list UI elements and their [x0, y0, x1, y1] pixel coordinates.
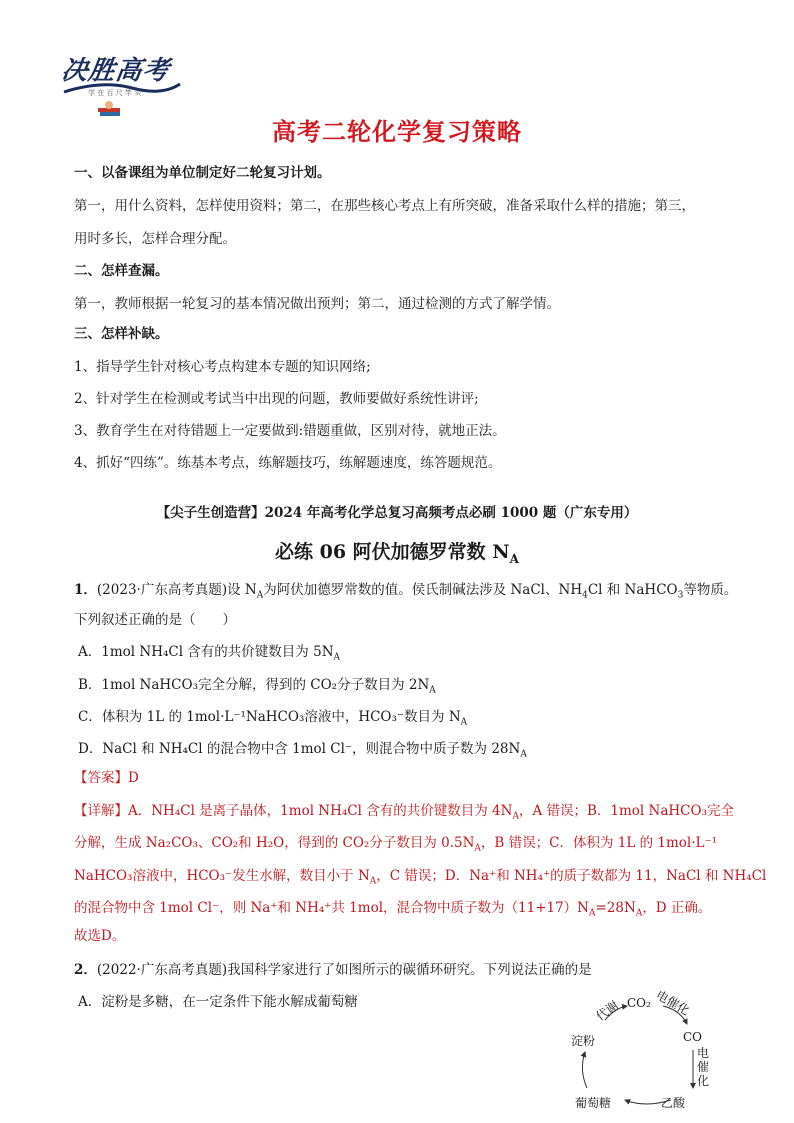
q1-explanation-1: 【详解】A．NH₄Cl 是离子晶体，1mol NH₄Cl 含有的共价键数目为 $4N_A$，A 错误；B．1mol NaHCO₃完全	[74, 803, 734, 822]
q1-explanation-3: NaHCO₃溶液中，HCO₃⁻发生水解，数目小于 $N_A$，C 错误；D．Na⁺和 NH₄⁺的质子数都为 11，NaCl 和 NH₄Cl	[74, 868, 767, 887]
label-co: CO	[683, 1030, 703, 1044]
arrow-starch	[582, 1052, 587, 1088]
q1-option-b: B．1mol NaHCO₃完全分解，得到的 CO₂分子数目为 $2N_A$	[78, 677, 436, 696]
q1-explanation-2: 分解，生成 Na₂CO₃、CO₂和 H₂O，得到的 CO₂分子数目为 $0.5N_A$，B 错误；C．体积为 1L 的 1mol·L⁻¹	[74, 835, 718, 854]
strategy-list-3: 3、教育学生在对待错题上一定要做到:错题重做，区别对待，就地正法。	[74, 423, 506, 439]
q1-answer: 【答案】D	[74, 770, 139, 786]
label-ec2: 电 催 化	[697, 1046, 710, 1088]
logo-text: 决胜高考	[59, 56, 172, 86]
q1-option-a: A．1mol NH₄Cl 含有的共价键数目为 $5N_A$	[78, 644, 341, 663]
label-starch: 淀粉	[571, 1034, 596, 1048]
strategy-heading-3: 三、怎样补缺。	[74, 326, 169, 342]
strategy-list-2: 2、针对学生在检测或考试当中出现的问题，教师要做好系统性讲评;	[74, 391, 479, 407]
strategy-heading-2: 二、怎样查漏。	[74, 263, 169, 279]
strategy-para-1b: 用时多长，怎样合理分配。	[74, 231, 236, 247]
strategy-heading-1: 一、以备课组为单位制定好二轮复习计划。	[74, 165, 331, 181]
q1-explanation-4: 的混合物中含 1mol Cl⁻，则 Na⁺和 NH₄⁺共 1mol，混合物中质子数为$(11+17)N_A=28N_A$，D 正确。	[74, 900, 712, 919]
strategy-para-2: 第一，教师根据一轮复习的基本情况做出预判；第二，通过检测的方式了解学情。	[74, 296, 560, 312]
q1-option-d: D．NaCl 和 NH₄Cl 的混合物中含 1mol Cl⁻，则混合物中质子数为 $28N_A$	[78, 741, 527, 760]
strategy-list-1: 1、指导学生针对核心考点构建本专题的知识网络;	[74, 359, 371, 375]
strategy-list-4: 4、抓好“四练”。练基本考点，练解题技巧，练解题速度，练答题规范。	[74, 455, 502, 471]
strategy-para-1a: 第一，用什么资料，怎样使用资料；第二，在那些核心考点上有所突破，准备采取什么样的措施；第三，	[74, 198, 695, 214]
q1-stem-2: 下列叙述正确的是（ ）	[74, 612, 236, 628]
label-acetic: 乙酸	[661, 1096, 686, 1110]
q2-stem: 2．(2022·广东高考真题)我国科学家进行了如图所示的碳循环研究。下列说法正确的是	[74, 962, 592, 978]
q2-option-a: A．淀粉是多糖，在一定条件下能水解成葡萄糖	[78, 994, 358, 1010]
q1-option-c: C．体积为 1L 的 1mol·L⁻¹NaHCO₃溶液中，HCO₃⁻数目为 $N_A$	[78, 709, 468, 728]
page-title: 高考二轮化学复习策略	[272, 118, 522, 146]
label-metab: 代谢	[593, 998, 622, 1024]
label-co2: CO₂	[627, 996, 651, 1010]
q1-stem: 1．(2023·广东高考真题)设 $N_A$为阿伏加德罗常数的值。侯氏制碱法涉及 NaCl、$NH_4Cl$ 和 NaHCO$_3$等物质。	[74, 582, 738, 601]
label-glucose: 葡萄糖	[575, 1096, 612, 1110]
label-ec1: 电催化	[653, 987, 692, 1018]
exam-header: 【尖子生创造营】2024 年高考化学总复习高频考点必刷 1000 题（广东专用）	[156, 505, 638, 521]
logo-sub: 学 在 百 尺 竿 头	[88, 89, 142, 97]
carbon-cycle-diagram	[565, 987, 715, 1110]
q1-explanation-5: 故选D。	[74, 928, 126, 944]
section-title: 必练 06 阿伏加德罗常数 $N_A$	[275, 541, 519, 566]
